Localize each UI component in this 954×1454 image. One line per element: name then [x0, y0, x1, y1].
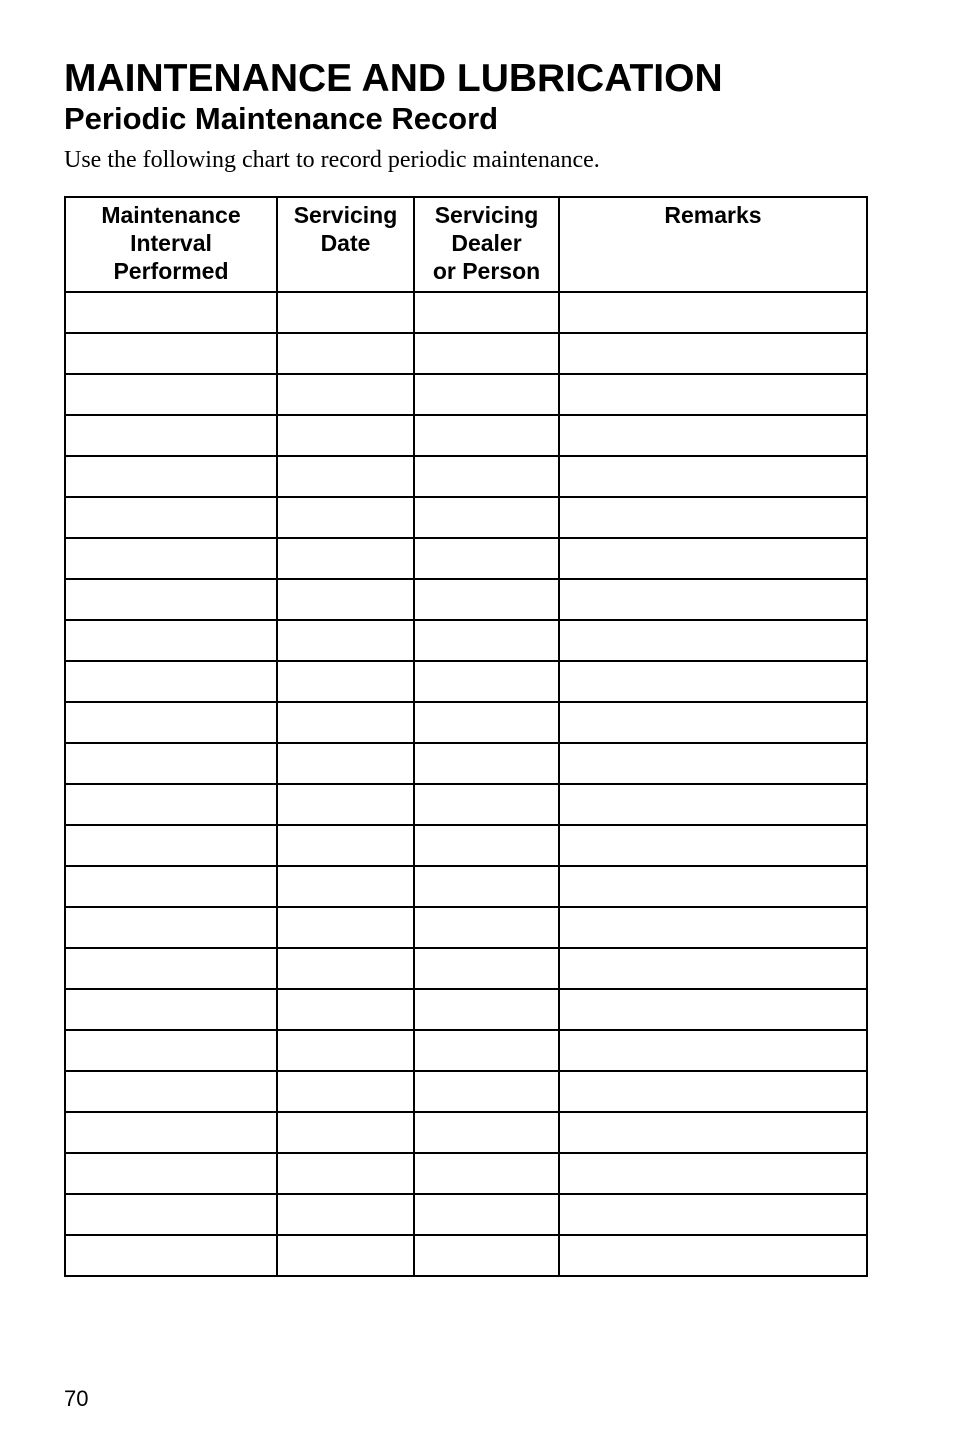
table-cell	[277, 784, 414, 825]
table-cell	[277, 538, 414, 579]
header-line: Performed	[113, 258, 229, 284]
table-cell	[65, 497, 277, 538]
table-cell	[277, 1235, 414, 1276]
table-cell	[65, 620, 277, 661]
table-cell	[65, 907, 277, 948]
table-row	[65, 948, 867, 989]
table-cell	[414, 456, 559, 497]
table-cell	[65, 374, 277, 415]
table-row	[65, 497, 867, 538]
section-subtitle: Periodic Maintenance Record	[64, 101, 499, 136]
table-cell	[65, 702, 277, 743]
table-cell	[414, 1071, 559, 1112]
table-cell	[277, 292, 414, 333]
table-cell	[414, 784, 559, 825]
table-cell	[277, 948, 414, 989]
table-cell	[65, 1030, 277, 1071]
table-cell	[559, 784, 867, 825]
table-cell	[277, 497, 414, 538]
table-cell	[65, 1194, 277, 1235]
table-cell	[559, 907, 867, 948]
table-row	[65, 1235, 867, 1276]
table-cell	[277, 702, 414, 743]
table-cell	[277, 989, 414, 1030]
page-number: 70	[64, 1386, 89, 1411]
table-cell	[414, 538, 559, 579]
table-cell	[277, 579, 414, 620]
maintenance-record-table	[64, 196, 868, 1277]
table-cell	[277, 866, 414, 907]
page-title: MAINTENANCE AND LUBRICATION	[64, 57, 723, 100]
header-line: Interval	[130, 230, 212, 256]
table-header-row	[65, 197, 867, 292]
table-cell	[559, 497, 867, 538]
table-row	[65, 907, 867, 948]
table-cell	[559, 292, 867, 333]
table-cell	[414, 292, 559, 333]
table-cell	[414, 743, 559, 784]
table-cell	[559, 579, 867, 620]
header-line: Servicing	[434, 202, 539, 228]
table-row	[65, 825, 867, 866]
table-cell	[414, 1235, 559, 1276]
table-cell	[559, 661, 867, 702]
table-cell	[65, 538, 277, 579]
table-row	[65, 1194, 867, 1235]
table-cell	[559, 1194, 867, 1235]
table-cell	[559, 415, 867, 456]
intro-text: Use the following chart to record periodic maintenance.	[64, 147, 600, 173]
table-body	[65, 292, 867, 1276]
table-cell	[559, 702, 867, 743]
table-row	[65, 1030, 867, 1071]
table-cell	[277, 415, 414, 456]
column-header-servicing-date	[277, 197, 414, 292]
table-cell	[414, 661, 559, 702]
table-row	[65, 415, 867, 456]
table-cell	[414, 907, 559, 948]
table-cell	[559, 825, 867, 866]
table-cell	[414, 415, 559, 456]
table-row	[65, 989, 867, 1030]
table-cell	[65, 415, 277, 456]
table-row	[65, 784, 867, 825]
table-cell	[559, 1235, 867, 1276]
table-row	[65, 1071, 867, 1112]
table-cell	[414, 620, 559, 661]
table-row	[65, 538, 867, 579]
table-cell	[414, 579, 559, 620]
table-cell	[277, 1112, 414, 1153]
table-cell	[277, 743, 414, 784]
table-cell	[65, 661, 277, 702]
table-cell	[414, 333, 559, 374]
table-cell	[277, 1194, 414, 1235]
table-cell	[414, 1112, 559, 1153]
table-cell	[65, 456, 277, 497]
table-cell	[414, 866, 559, 907]
table-cell	[65, 292, 277, 333]
table-cell	[65, 579, 277, 620]
table-row	[65, 1153, 867, 1194]
table-row	[65, 1112, 867, 1153]
table-cell	[414, 948, 559, 989]
table-cell	[277, 825, 414, 866]
table-cell	[65, 948, 277, 989]
table-row	[65, 374, 867, 415]
table-cell	[559, 1071, 867, 1112]
table-cell	[559, 620, 867, 661]
table-cell	[277, 907, 414, 948]
table-cell	[559, 743, 867, 784]
table-cell	[559, 948, 867, 989]
table-row	[65, 456, 867, 497]
table-cell	[414, 374, 559, 415]
table-row	[65, 333, 867, 374]
header-line: Dealer	[451, 230, 522, 256]
table-cell	[559, 456, 867, 497]
table-cell	[277, 333, 414, 374]
header-line: Servicing	[293, 202, 398, 228]
table-cell	[414, 989, 559, 1030]
table-cell	[65, 743, 277, 784]
header-line: Maintenance	[101, 202, 241, 228]
table-cell	[277, 1071, 414, 1112]
table-cell	[559, 333, 867, 374]
table-cell	[559, 538, 867, 579]
table-cell	[559, 1030, 867, 1071]
table-cell	[414, 497, 559, 538]
table-cell	[559, 989, 867, 1030]
column-header-servicing-dealer	[414, 197, 559, 292]
table-row	[65, 292, 867, 333]
table-cell	[65, 866, 277, 907]
table-cell	[559, 1153, 867, 1194]
table-cell	[277, 456, 414, 497]
header-line: Remarks	[664, 202, 762, 228]
table-cell	[65, 1153, 277, 1194]
table-cell	[277, 661, 414, 702]
header-line: or Person	[432, 258, 541, 284]
table-cell	[414, 702, 559, 743]
table-cell	[414, 825, 559, 866]
table-cell	[65, 989, 277, 1030]
table-row	[65, 661, 867, 702]
table-cell	[277, 374, 414, 415]
table-cell	[65, 1235, 277, 1276]
table-row	[65, 702, 867, 743]
table-cell	[559, 374, 867, 415]
column-header-remarks	[559, 197, 867, 292]
table-cell	[65, 1112, 277, 1153]
table-cell	[559, 1112, 867, 1153]
table-cell	[65, 784, 277, 825]
table-cell	[65, 1071, 277, 1112]
table-row	[65, 743, 867, 784]
table-cell	[559, 866, 867, 907]
table-cell	[277, 1153, 414, 1194]
table-cell	[414, 1153, 559, 1194]
table-cell	[277, 620, 414, 661]
column-header-maintenance-interval	[65, 197, 277, 292]
table-row	[65, 579, 867, 620]
table-cell	[414, 1030, 559, 1071]
table-cell	[414, 1194, 559, 1235]
table-cell	[65, 825, 277, 866]
table-cell	[277, 1030, 414, 1071]
table-cell	[65, 333, 277, 374]
table-row	[65, 620, 867, 661]
header-line: Date	[320, 230, 371, 256]
table-row	[65, 866, 867, 907]
